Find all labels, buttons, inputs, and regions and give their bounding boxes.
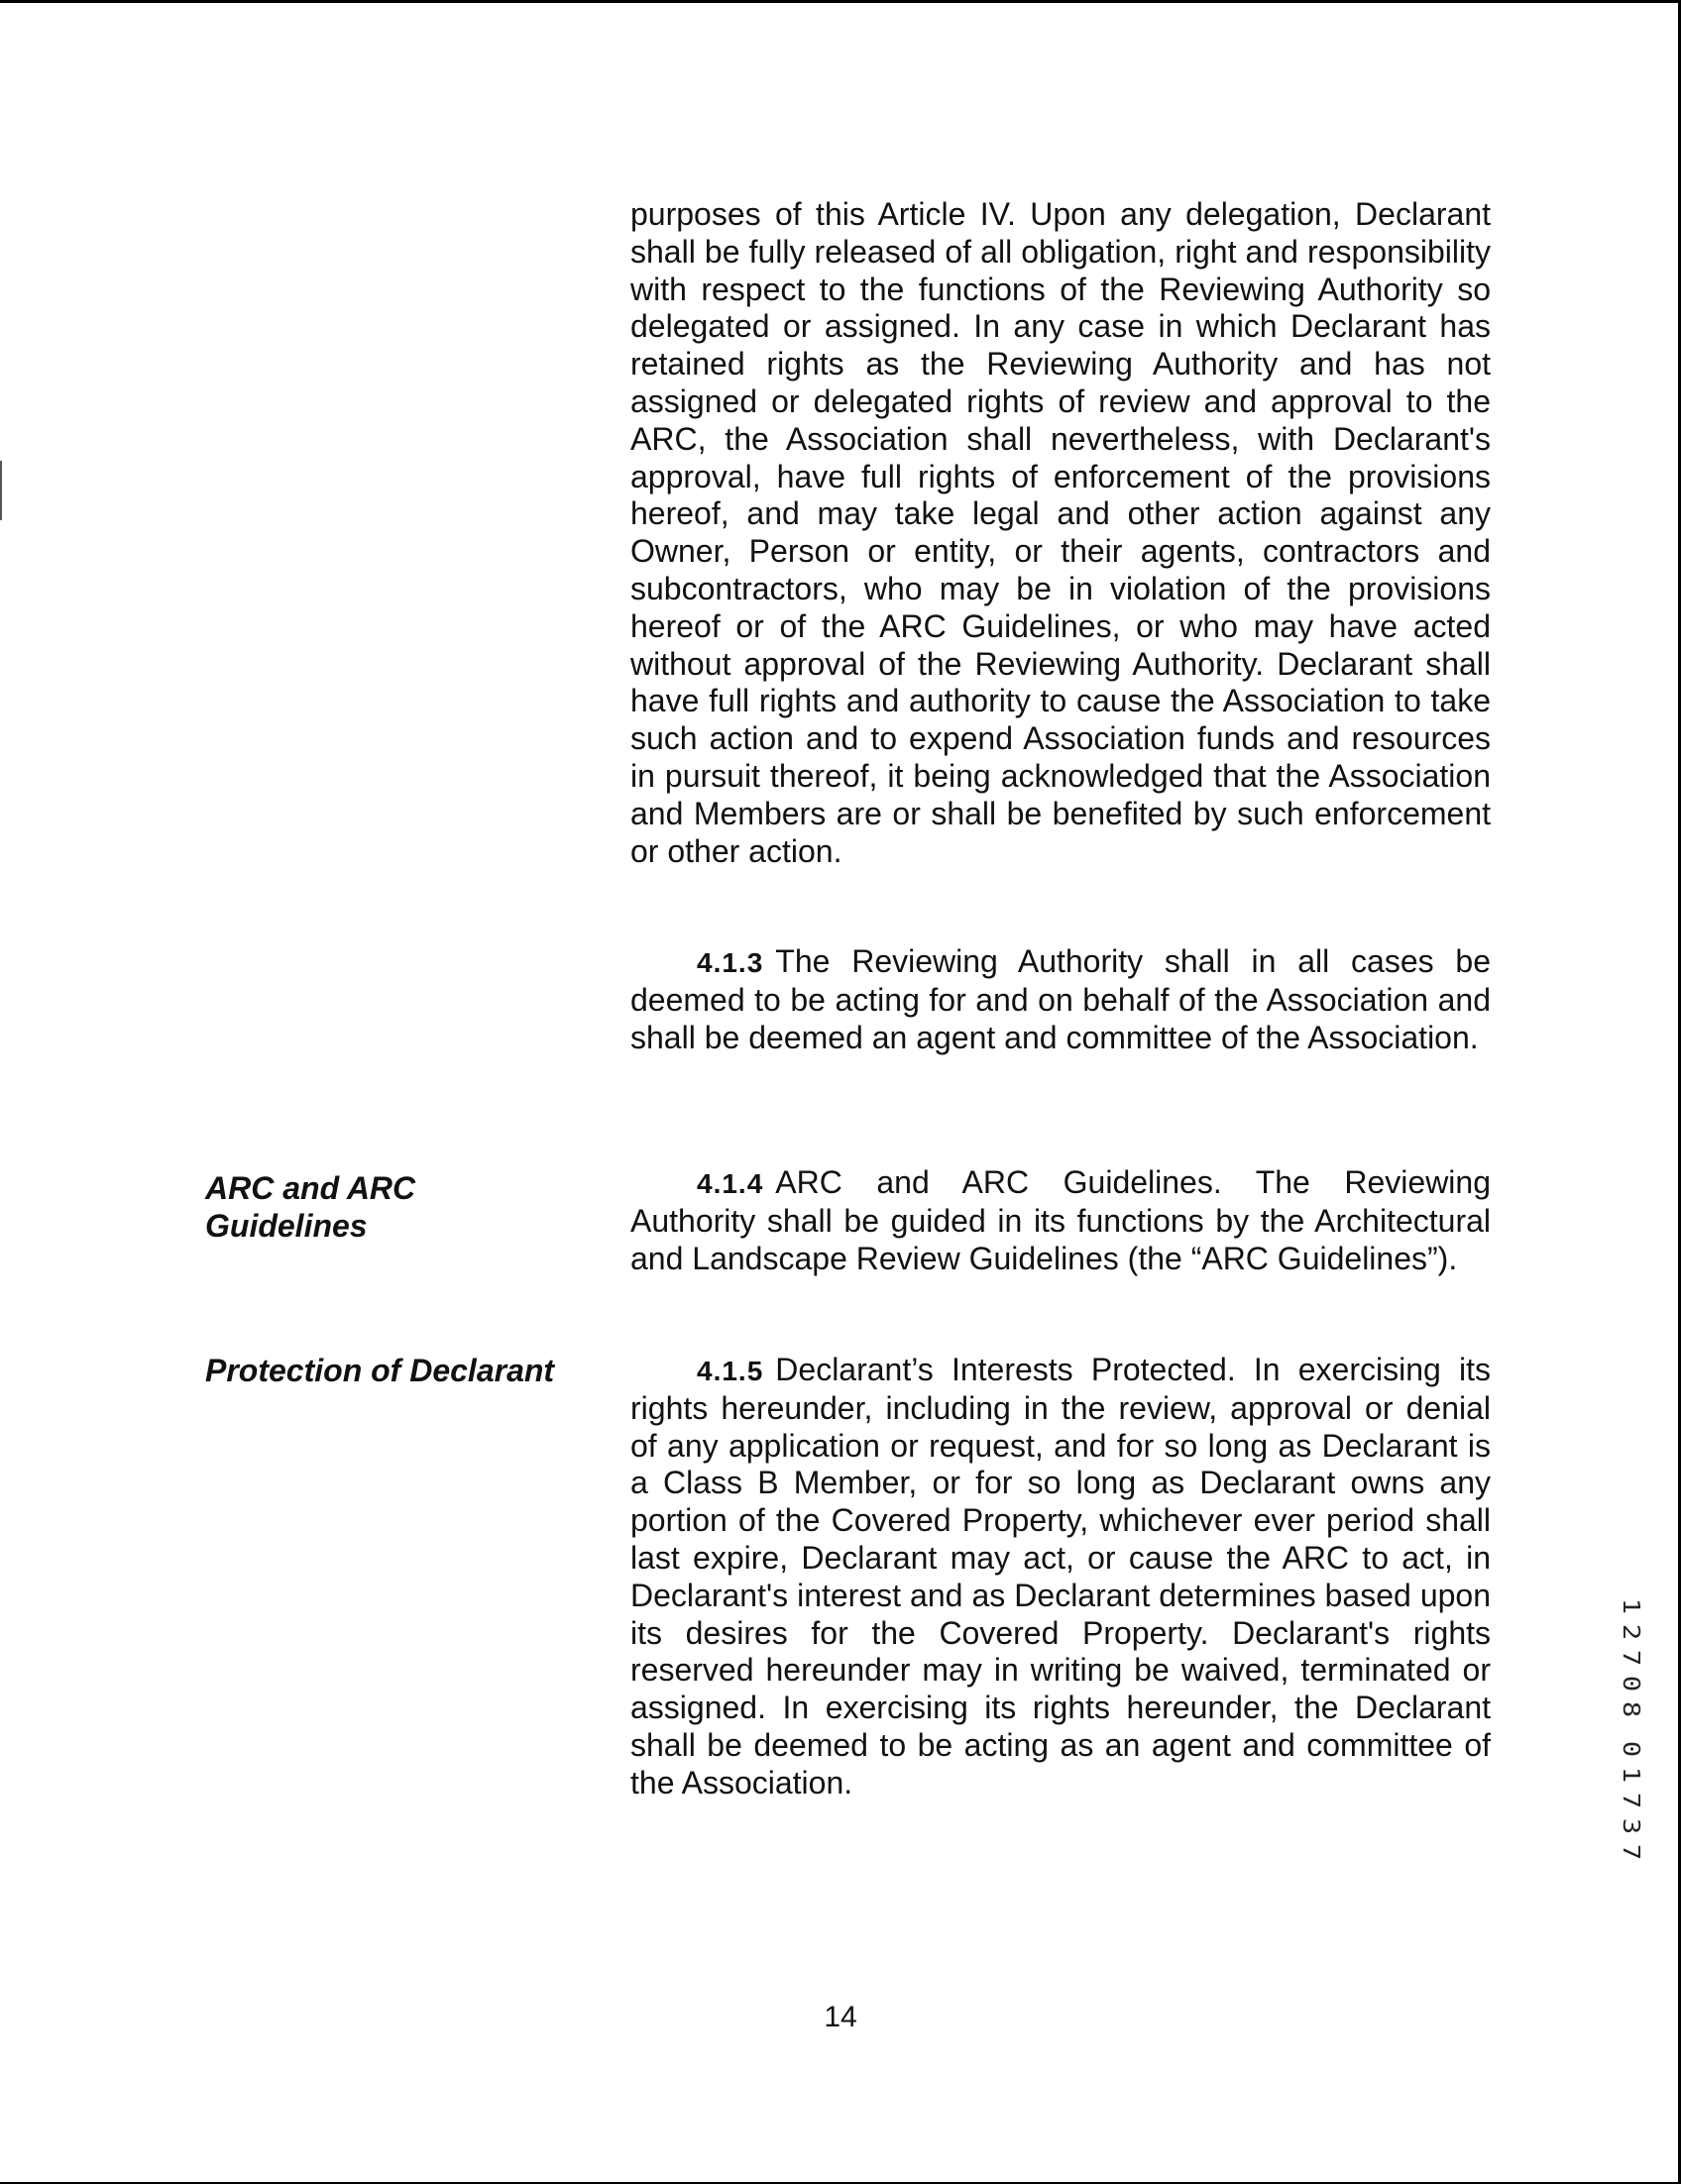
stamp-character: 1 (1618, 1766, 1644, 1784)
stamp-character: 0 (1618, 1740, 1644, 1758)
stamp-character: 3 (1618, 1817, 1644, 1835)
scan-artifact (0, 461, 2, 520)
recording-stamp (1619, 1593, 1642, 1865)
stamp-character: 1 (1618, 1597, 1644, 1615)
stamp-character: 7 (1618, 1843, 1644, 1861)
section-number: 4.1.5 (697, 1356, 764, 1386)
top-border (0, 0, 1681, 3)
stamp-character: 0 (1618, 1675, 1644, 1693)
stamp-character: 7 (1618, 1649, 1644, 1667)
section-text: The Reviewing Authority shall in all cases be deemed to be acting for and on behalf of the Association and shall be deemed an agent and committee of the Association. (630, 943, 1491, 1055)
page-number: 14 (824, 2001, 857, 2033)
section-4-1-4 (630, 1164, 1491, 1277)
section-text: Declarant’s Interests Protected. In exercising its rights hereunder, including in the review, approval or denial of any application or request, and for so long as Declarant is a Class B Member, or for so long as Declarant owns any portion of the Covered Property, whichever ever period shall last expire, Declarant may act, or cause the ARC to act, in Declarant's interest and as Declarant determines based upon its desires for the Covered Property. Declarant's rights reserved hereunder may in writing be waived, terminated or assigned. In exercising its rights hereunder, the Declarant shall be deemed to be acting as an agent and committee of the Association. (630, 1352, 1491, 1801)
continued-paragraph: purposes of this Article IV. Upon any delegation, Declarant shall be fully released of all obligation, right and responsibility with respect to the functions of the Reviewing Authority so delegated or assigned. In any case in which Declarant has retained rights as the Reviewing Authority and has not assigned or delegated rights of review and approval to the ARC, the Association shall nevertheless, with Declarant's approval, have full rights of enforcement of the provisions hereof, and may take legal and other action against any Owner, Person or entity, or their agents, contractors and subcontractors, who may be in violation of the provisions hereof or of the ARC Guidelines, or who may have acted without approval of the Reviewing Authority. Declarant shall have full rights and authority to cause the Association to take such action and to expend Association funds and resources in pursuit thereof, it being acknowledged that the Association and Members are or shall be benefited by such enforcement or other action. (630, 196, 1491, 869)
section-4-1-3 (630, 943, 1491, 1056)
section-text: ARC and ARC Guidelines. The Reviewing Authority shall be guided in its functions by the Architectural and Landscape Review Guidelines (the “ARC Guidelines”). (630, 1164, 1491, 1276)
section-4-1-5 (630, 1352, 1491, 1802)
stamp-character: 8 (1618, 1700, 1644, 1718)
stamp-character: 7 (1618, 1792, 1644, 1809)
stamp-character: 2 (1618, 1623, 1644, 1641)
section-number: 4.1.3 (697, 947, 764, 978)
section-number: 4.1.4 (697, 1168, 764, 1199)
side-heading-arc-guidelines: ARC and ARC Guidelines (205, 1170, 416, 1244)
side-heading-protection-of-declarant: Protection of Declarant (205, 1353, 555, 1388)
